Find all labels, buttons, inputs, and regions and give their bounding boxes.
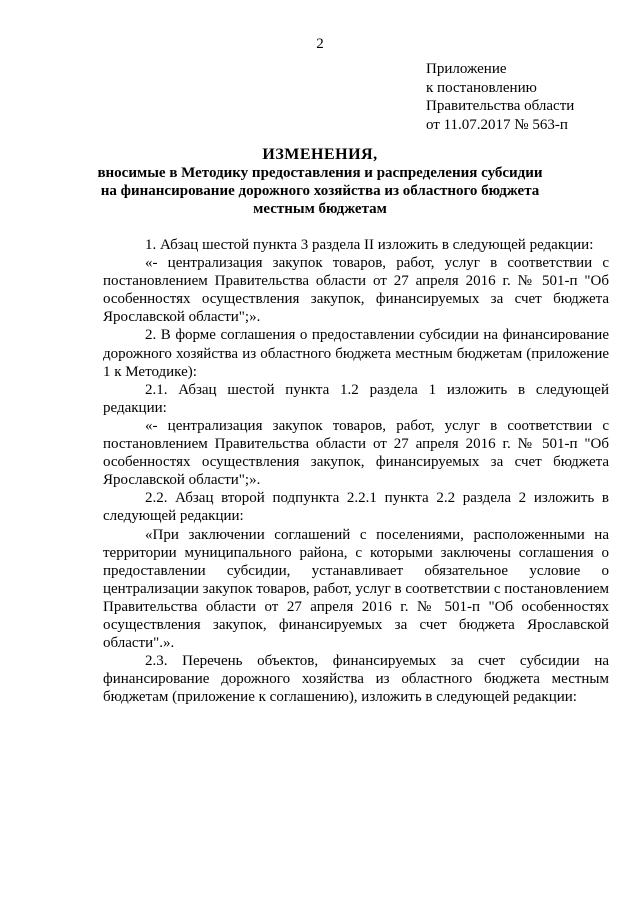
page-number: 2 — [316, 36, 324, 52]
title-main: ИЗМЕНЕНИЯ, — [262, 146, 378, 163]
paragraph-quote: «- централизация закупок товаров, работ, услуг в соответствии с постановлением Правительства области от 27 апреля 2016 г. № 501-п "Об особенностях осуществления закупок, финансируемых за счет бюджета Ярославской области";». — [103, 255, 609, 326]
document-body — [103, 236, 609, 706]
paragraph: 2.1. Абзац шестой пункта 1.2 раздела 1 изложить в следующей редакции: — [103, 381, 609, 416]
paragraph-quote: «- централизация закупок товаров, работ, услуг в соответствии с постановлением Правительства области от 27 апреля 2016 г. № 501-п "Об особенностях осуществления закупок, финансируемых за счет бюджета Ярославской области";». — [103, 417, 609, 489]
paragraph: 1. Абзац шестой пункта 3 раздела II изложить в следующей редакции: — [145, 237, 594, 253]
paragraph: 2.2. Абзац второй подпункта 2.2.1 пункта 2.2 раздела 2 изложить в следующей редакции: — [103, 490, 609, 525]
appendix-line: Правительства области — [426, 98, 575, 114]
paragraph: 2.3. Перечень объектов, финансируемых за счет субсидии на финансирование дорожного хозяйства из областного бюджета местным бюджетам (приложение к соглашению), изложить в следующей редакции: — [103, 653, 609, 706]
paragraph: 2. В форме соглашения о предоставлении субсидии на финансирование дорожного хозяйства из областного бюджета местным бюджетам (приложение 1 к Методике): — [103, 327, 609, 380]
title-line: вносимые в Методику предоставления и распределения субсидии — [97, 165, 543, 181]
document-title — [0, 146, 640, 218]
appendix-reference — [426, 60, 574, 134]
title-line: местным бюджетам — [253, 201, 387, 217]
appendix-line: к постановлению — [426, 79, 537, 96]
appendix-line: Приложение — [426, 61, 507, 77]
title-line: на финансирование дорожного хозяйства из областного бюджета — [100, 183, 540, 199]
appendix-date-number: от 11.07.2017 № 563-п — [426, 116, 568, 133]
paragraph-quote: «При заключении соглашений с поселениями, расположенными на территории муниципального района, с которыми заключены соглашения о предоставлении субсидии, устанавливает обязательное условие о централизации закупок товаров, работ, услуг в соответствии с постановлением Правительства области от 27 апреля 2016 г. № 501-п "Об особенностях осуществления закупок, финансируемых за счет бюджета Ярославской области".». — [103, 526, 609, 652]
